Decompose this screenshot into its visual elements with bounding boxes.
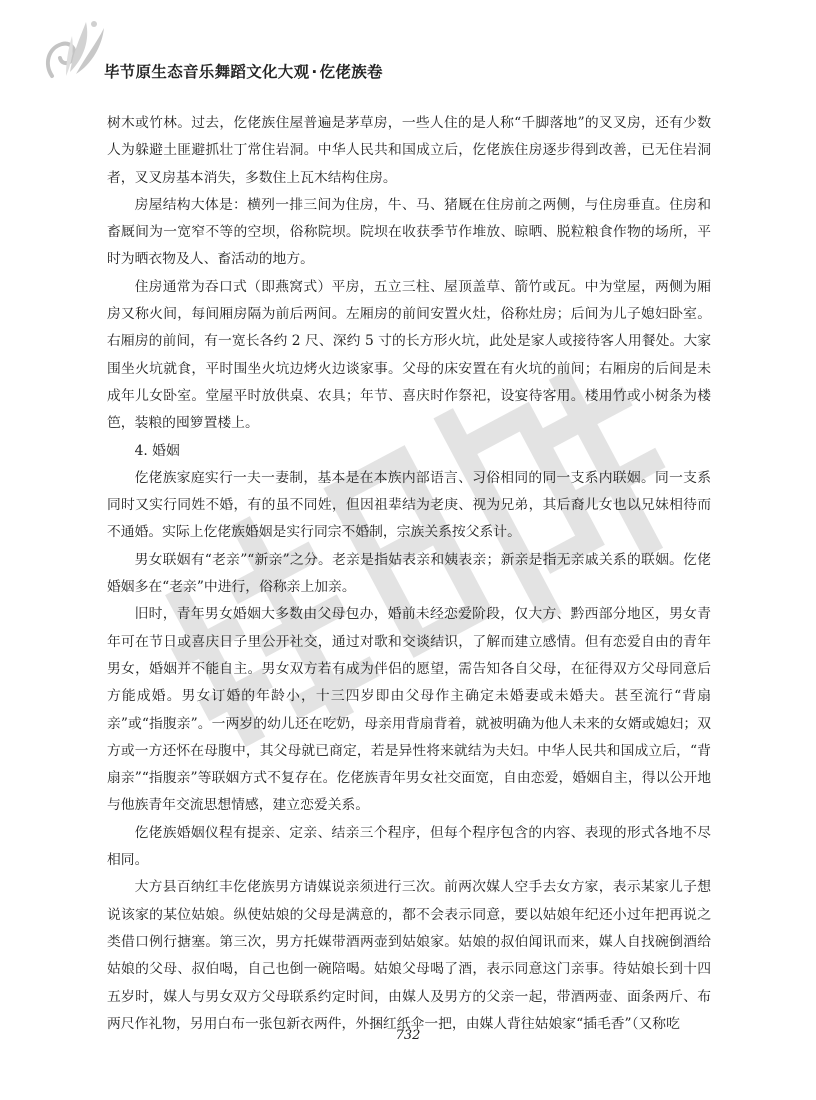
series-title: 毕节原生态音乐舞蹈文化大观 [104, 63, 310, 81]
paragraph-house-layout: 住房通常为吞口式（即燕窝式）平房，五立三柱、屋顶盖草、箭竹或瓦。中为堂屋，两侧为厢房又称火间，每间厢房隔为前后两间。左厢房的前间安置火灶，俗称灶房；后间为儿子媳妇卧室。右厢房的前间，有一宽长各约 2 尺、深约 5 寸的长方形火坑，此处是家人或接待客人用餐处。大家围坐火坑就食，平时围坐火坑边烤火边谈家事。父母的床安置在有火坑的前间；右厢房的后间是未成年儿女卧室。堂屋平时放供桌、农具；年节、喜庆时作祭祀，设宴待客用。楼用竹或小树条为楼笆，装粮的囤箩置楼上。 [107, 278, 711, 432]
paragraph-marriage-rituals: 仡佬族婚姻仪程有提亲、定亲、结亲三个程序，但每个程序包含的内容、表现的形式各地不尽相同。 [107, 824, 711, 869]
paragraph-continued: 树木或竹林。过去，仡佬族住屋普遍是茅草房，一些人住的是人称“千脚落地”的叉叉房，还有少数人为躲避土匪避抓壮丁常住岩洞。中华人民共和国成立后，仡佬族住房逐步得到改善，已无住岩洞者，叉叉房基本消失，多数住上瓦木结构住房。 [107, 115, 711, 186]
paragraph-house-structure: 房屋结构大体是：横列一排三间为住房，牛、马、猪厩在住房前之两侧，与住房垂直。住房和畜厩间为一宽窄不等的空坝，俗称院坝。院坝在收获季节作堆放、晾晒、脱粒粮食作物的场所，平时为晒衣物及人、畜活动的地方。 [107, 196, 711, 268]
volume-title: 仡佬族卷 [319, 63, 383, 81]
header-title [104, 60, 383, 82]
page-header [0, 0, 816, 100]
page-number: 732 [395, 1028, 421, 1043]
paragraph-old-new-kin: 男女联姻有“老亲”“新亲”之分。老亲是指姑表亲和姨表亲；新亲是指无亲戚关系的联姻。仡佬婚姻多在“老亲”中进行，俗称亲上加亲。 [107, 551, 711, 596]
paragraph-arranged-marriage: 旧时，青年男女婚姻大多数由父母包办，婚前未经恋爱阶段，仅大方、黔西部分地区，男女青年可在节日或喜庆日子里公开社交，通过对歌和交谈结识，了解而建立感情。但有恋爱自由的青年男女，婚姻并不能自主。男女双方若有成为伴侣的愿望，需告知各自父母，在征得双方父母同意后方能成婚。男女订婚的年龄小，十三四岁即由父母作主确定未婚妻或未婚夫。甚至流行“背扇亲”或“指腹亲”。一两岁的幼儿还在吃奶，母亲用背扇背着，就被明确为他人未来的女婿或媳妇；双方或一方还怀在母腹中，其父母就已商定，若是异性将来就结为夫妇。中华人民共和国成立后，“背扇亲”“指腹亲”等联姻方式不复存在。仡佬族青年男女社交面宽，自由恋爱，婚姻自主，得以公开地与他族青年交流思想情感，建立恋爱关系。 [107, 606, 711, 814]
body-text [107, 110, 711, 1038]
title-separator: · [311, 63, 318, 81]
feather-swirl-logo-icon [40, 14, 112, 86]
paragraph-dafang-matchmaking: 大方县百纳红丰仡佬族男方请媒说亲须进行三次。前两次媒人空手去女方家，表示某家儿子想说该家的某位姑娘。纵使姑娘的父母是满意的，都不会表示同意，要以姑娘年纪还小过年把再说之类借口例行搪塞。第三次，男方托媒带酒两壶到姑娘家。姑娘的叔伯闻讯而来，媒人自找碗倒酒给姑娘的父母、叔伯喝，自己也倒一碗陪喝。姑娘父母喝了酒，表示同意这门亲事。待姑娘长到十四五岁时，媒人与男女双方父母联系约定时间，由媒人及男方的父亲一起，带酒两壶、面条两斤、布两尺作礼物，另用白布一张包新衣两件，外捆红纸伞一把，由媒人背往姑娘家“插毛香”（又称吃 [107, 879, 711, 1032]
section-heading-marriage: 4. 婚姻 [134, 442, 180, 459]
paragraph-marriage-system: 仡佬族家庭实行一夫一妻制，基本是在本族内部语言、习俗相同的同一支系内联姻。同一支系同时又实行同姓不婚，有的虽不同姓，但因祖辈结为老庚、视为兄弟，其后裔儿女也以兄妹相待而不通婚。实际上仡佬族婚姻是实行同宗不婚制，宗族关系按父系计。 [107, 469, 711, 541]
